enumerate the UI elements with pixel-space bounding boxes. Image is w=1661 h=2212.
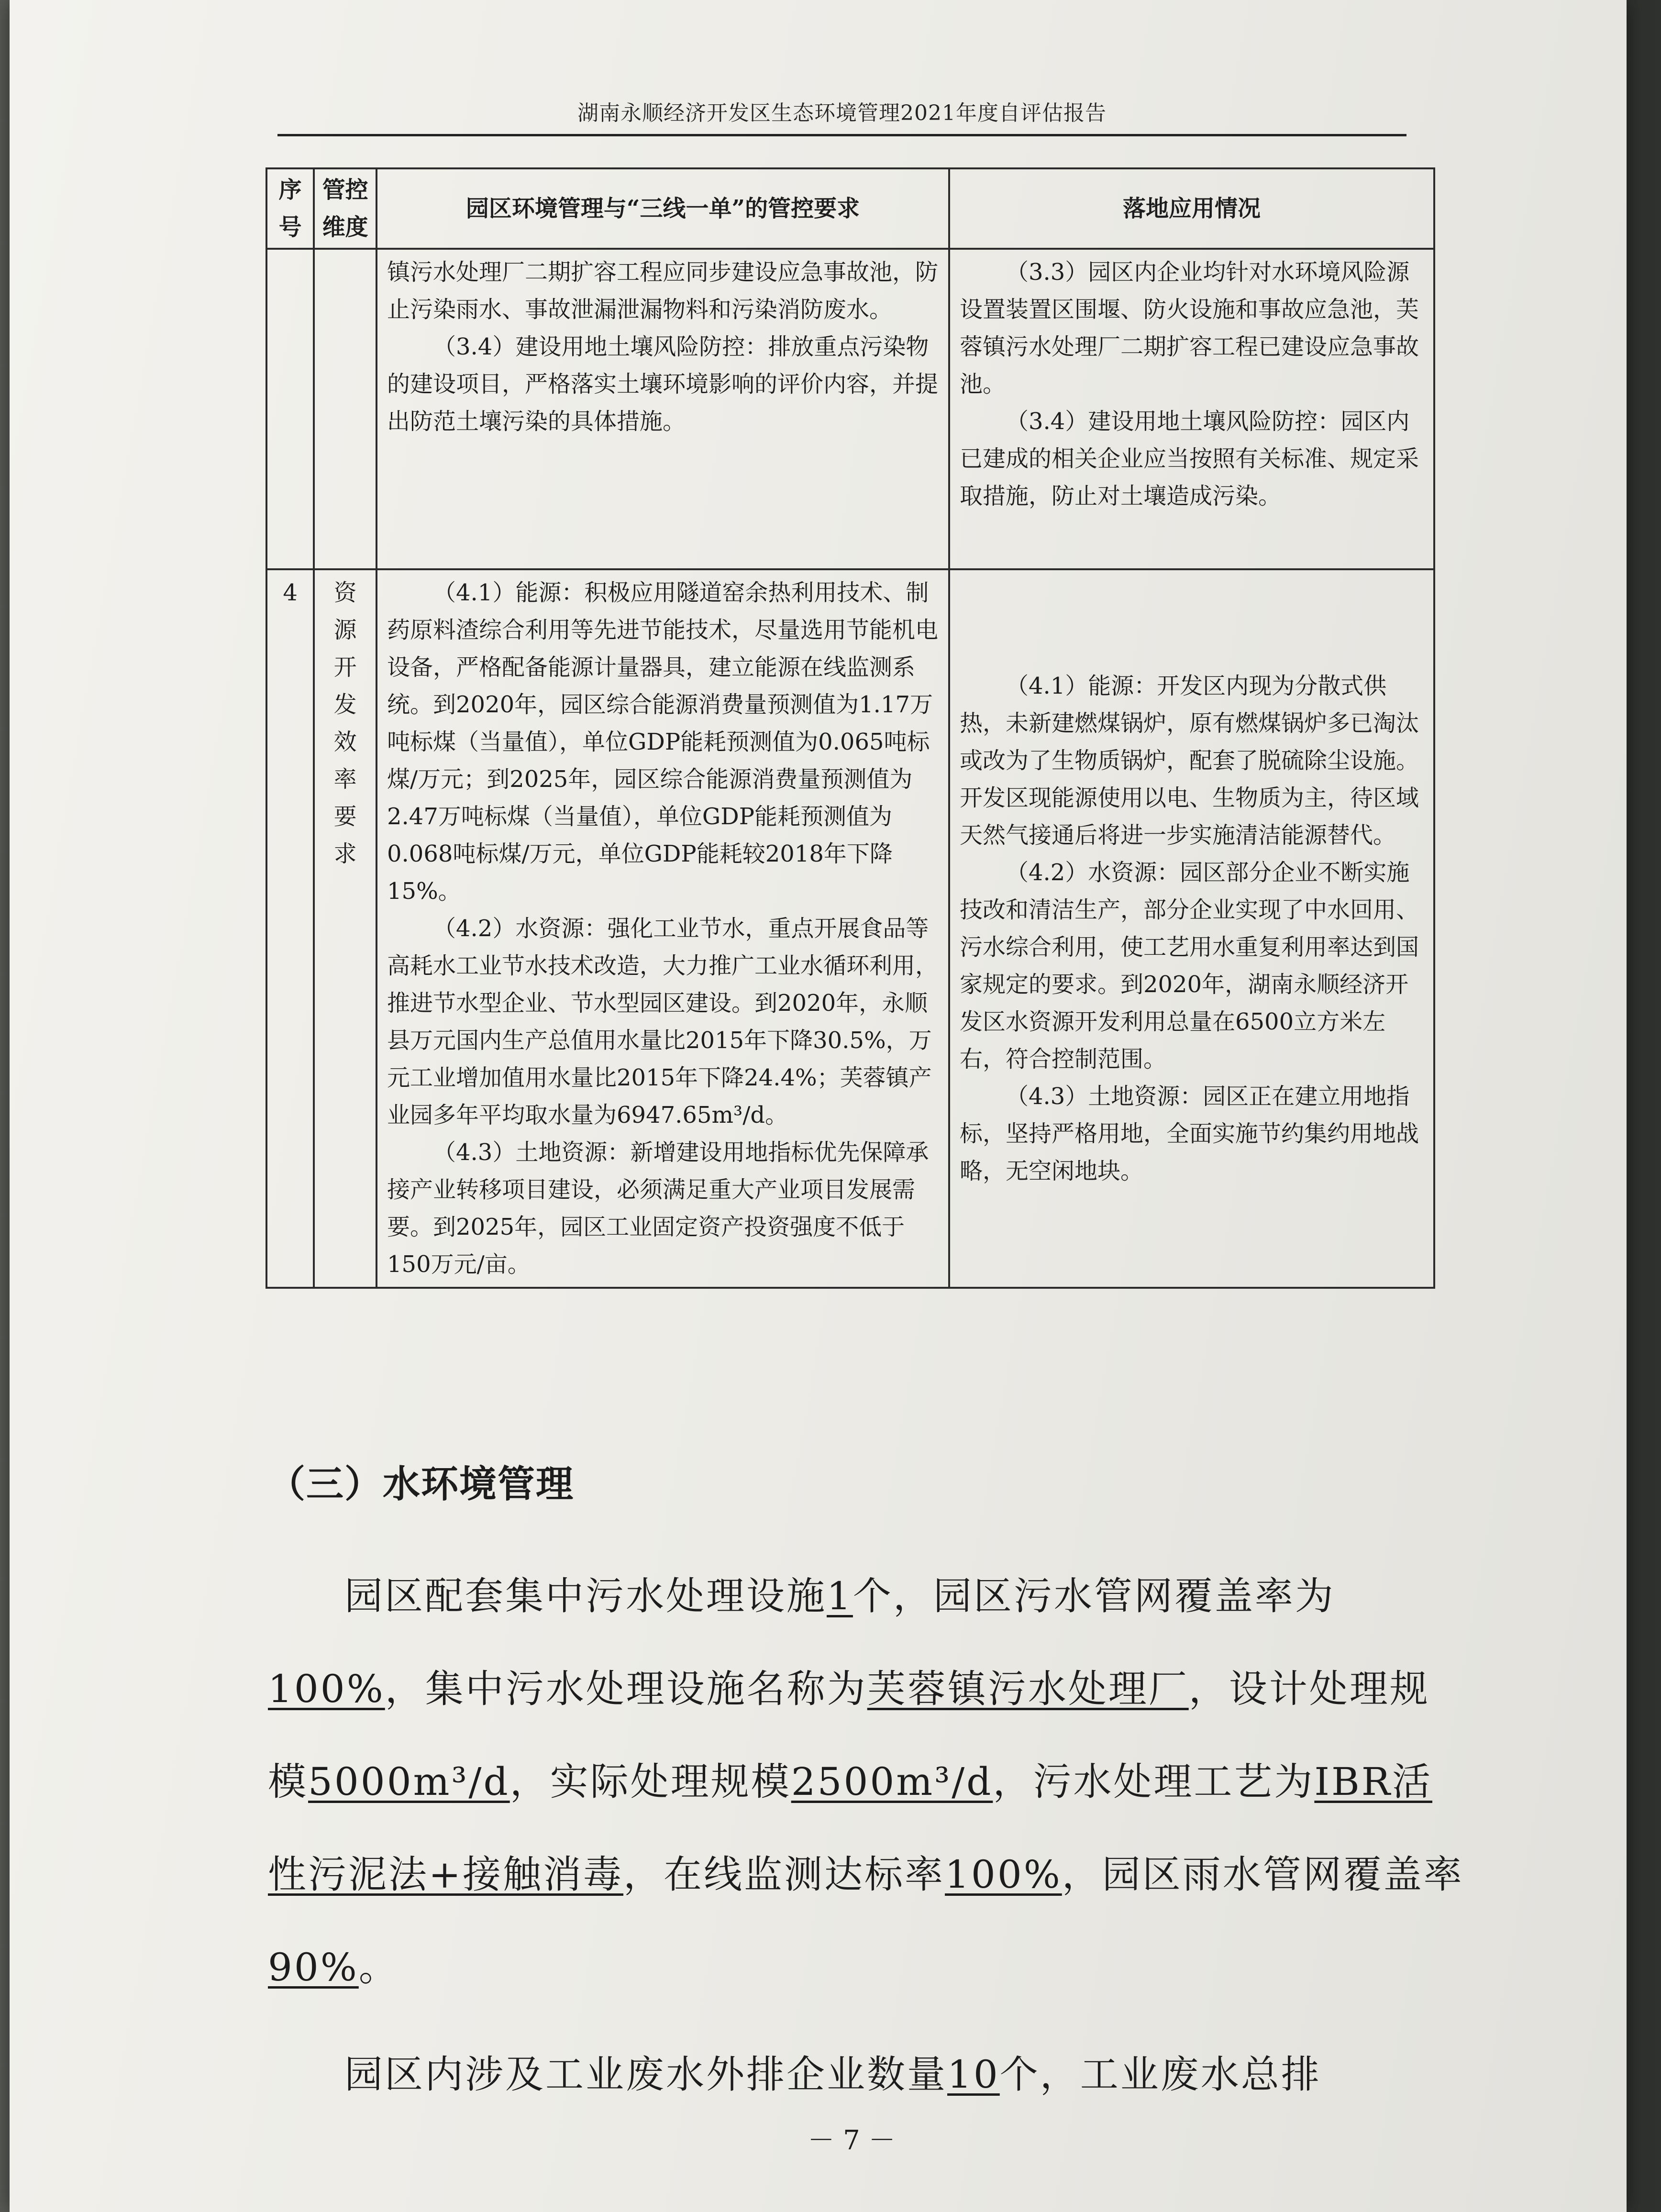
row3-req-p2: （3.4）建设用地土壤风险防控：排放重点污染物的建设项目，严格落实土壤环境影响的评价内容，并提出防范土壤污染的具体措施。 <box>387 333 938 435</box>
row3-no <box>266 249 314 569</box>
row3-app-p1: （3.3）园区内企业均针对水环境风险源设置装置区围堰、防火设施和事故应急池，芙蓉镇污水处理厂二期扩容工程已建设应急事故池。 <box>959 259 1419 398</box>
value-rain-coverage: 90% <box>268 1945 359 1990</box>
row4-requirement <box>376 569 949 1288</box>
section-body <box>268 1550 1464 2121</box>
row4-req-p2: （4.2）水资源：强化工业节水，重点开展食品等高耗水工业节水技术改造，大力推广工业水循环利用，推进节水型企业、节水型园区建设。到2020年，永顺县万元国内生产总值用水量比2015年下降30.5%，万元工业增加值用水量比2015年下降24.4%；芙蓉镇产业园多年平均取水量为6947.65m³/d。 <box>387 915 938 1128</box>
value-design-capacity: 5000m³/d <box>308 1759 510 1804</box>
row4-app-p1: （4.1）能源：开发区内现为分散式供热，未新建燃煤锅炉，原有燃煤锅炉多已淘汰或改为了生物质锅炉，配套了脱硫除尘设施。开发区现能源使用以电、生物质为主，待区域天然气接通后将进一步实施清洁能源替代。 <box>959 673 1419 849</box>
header-rule <box>277 134 1406 136</box>
section-title: （三）水环境管理 <box>268 1462 575 1506</box>
table-row <box>266 249 1434 569</box>
row4-req-p3: （4.3）土地资源：新增建设用地指标优先保障承接产业转移项目建设，必须满足重大产业项目发展需要。到2025年，园区工业固定资产投资强度不低于150万元/亩。 <box>387 1139 929 1278</box>
value-facility-count: 1 <box>827 1574 853 1618</box>
table-header-row <box>266 168 1434 249</box>
value-sewer-coverage: 100% <box>268 1667 385 1711</box>
row3-application <box>949 249 1434 569</box>
value-enterprise-count: 10 <box>947 2052 1000 2097</box>
page-header: 湖南永顺经济开发区生态环境管理2021年度自评估报告 <box>577 101 1107 125</box>
value-process: IBR活性污泥法+接触消毒 <box>268 1759 1432 1897</box>
paragraph-wastewater-facility: 园区配套集中污水处理设施1个，园区污水管网覆盖率为100%，集中污水处理设施名称为芙蓉镇污水处理厂，设计处理规模5000m³/d，实际处理规模2500m³/d，污水处理工艺为IBR活性污泥法+接触消毒，在线监测达标率100%，园区雨水管网覆盖率90%。 <box>268 1574 1464 1990</box>
header-no: 序 号 <box>266 168 314 249</box>
value-actual-capacity: 2500m³/d <box>791 1759 993 1804</box>
row3-requirement <box>376 249 949 569</box>
paragraph-industrial-discharge: 园区内涉及工业废水外排企业数量10个，工业废水总排 <box>344 2052 1321 2097</box>
row3-app-p2: （3.4）建设用地土壤风险防控：园区内已建成的相关企业应当按照有关标准、规定采取措施，防止对土壤造成污染。 <box>959 408 1419 509</box>
value-compliance-rate: 100% <box>945 1852 1062 1897</box>
requirements-table <box>266 167 1435 1289</box>
row4-dimension: 资源 开发 效率 要求 <box>314 569 376 1288</box>
table-row <box>266 569 1434 1288</box>
header-requirement: 园区环境管理与“三线一单”的管控要求 <box>376 168 949 249</box>
row3-req-p1: 镇污水处理厂二期扩容工程应同步建设应急事故池，防止污染雨水、事故泄漏泄漏物料和污染消防废水。 <box>387 259 938 323</box>
document-page <box>10 0 1627 2212</box>
row4-no: 4 <box>266 569 314 1288</box>
row4-req-p1: （4.1）能源：积极应用隧道窑余热利用技术、制药原料渣综合利用等先进节能技术，尽量选用节能机电设备，严格配备能源计量器具，建立能源在线监测系统。到2020年，园区综合能源消费量预测值为1.17万吨标煤（当量值），单位GDP能耗预测值为0.065吨标煤/万元；到2025年，园区综合能源消费量预测值为2.47万吨标煤（当量值），单位GDP能耗预测值为0.068吨标煤/万元，单位GDP能耗较2018年下降15%。 <box>387 579 938 905</box>
header-application: 落地应用情况 <box>949 168 1434 249</box>
row4-app-p2: （4.2）水资源：园区部分企业不断实施技改和清洁生产，部分企业实现了中水回用、污水综合利用，使工艺用水重复利用率达到国家规定的要求。到2020年，湖南永顺经济开发区水资源开发利用总量在6500立方米左右，符合控制范围。 <box>959 859 1419 1073</box>
row4-application <box>949 569 1434 1288</box>
row4-app-p3: （4.3）土地资源：园区正在建立用地指标，坚持严格用地，全面实施节约集约用地战略，无空闲地块。 <box>959 1083 1419 1184</box>
value-facility-name: 芙蓉镇污水处理厂 <box>867 1667 1189 1711</box>
header-dimension: 管控 维度 <box>314 168 376 249</box>
row3-dimension <box>314 249 376 569</box>
page-number: － 7 － <box>808 2125 896 2156</box>
